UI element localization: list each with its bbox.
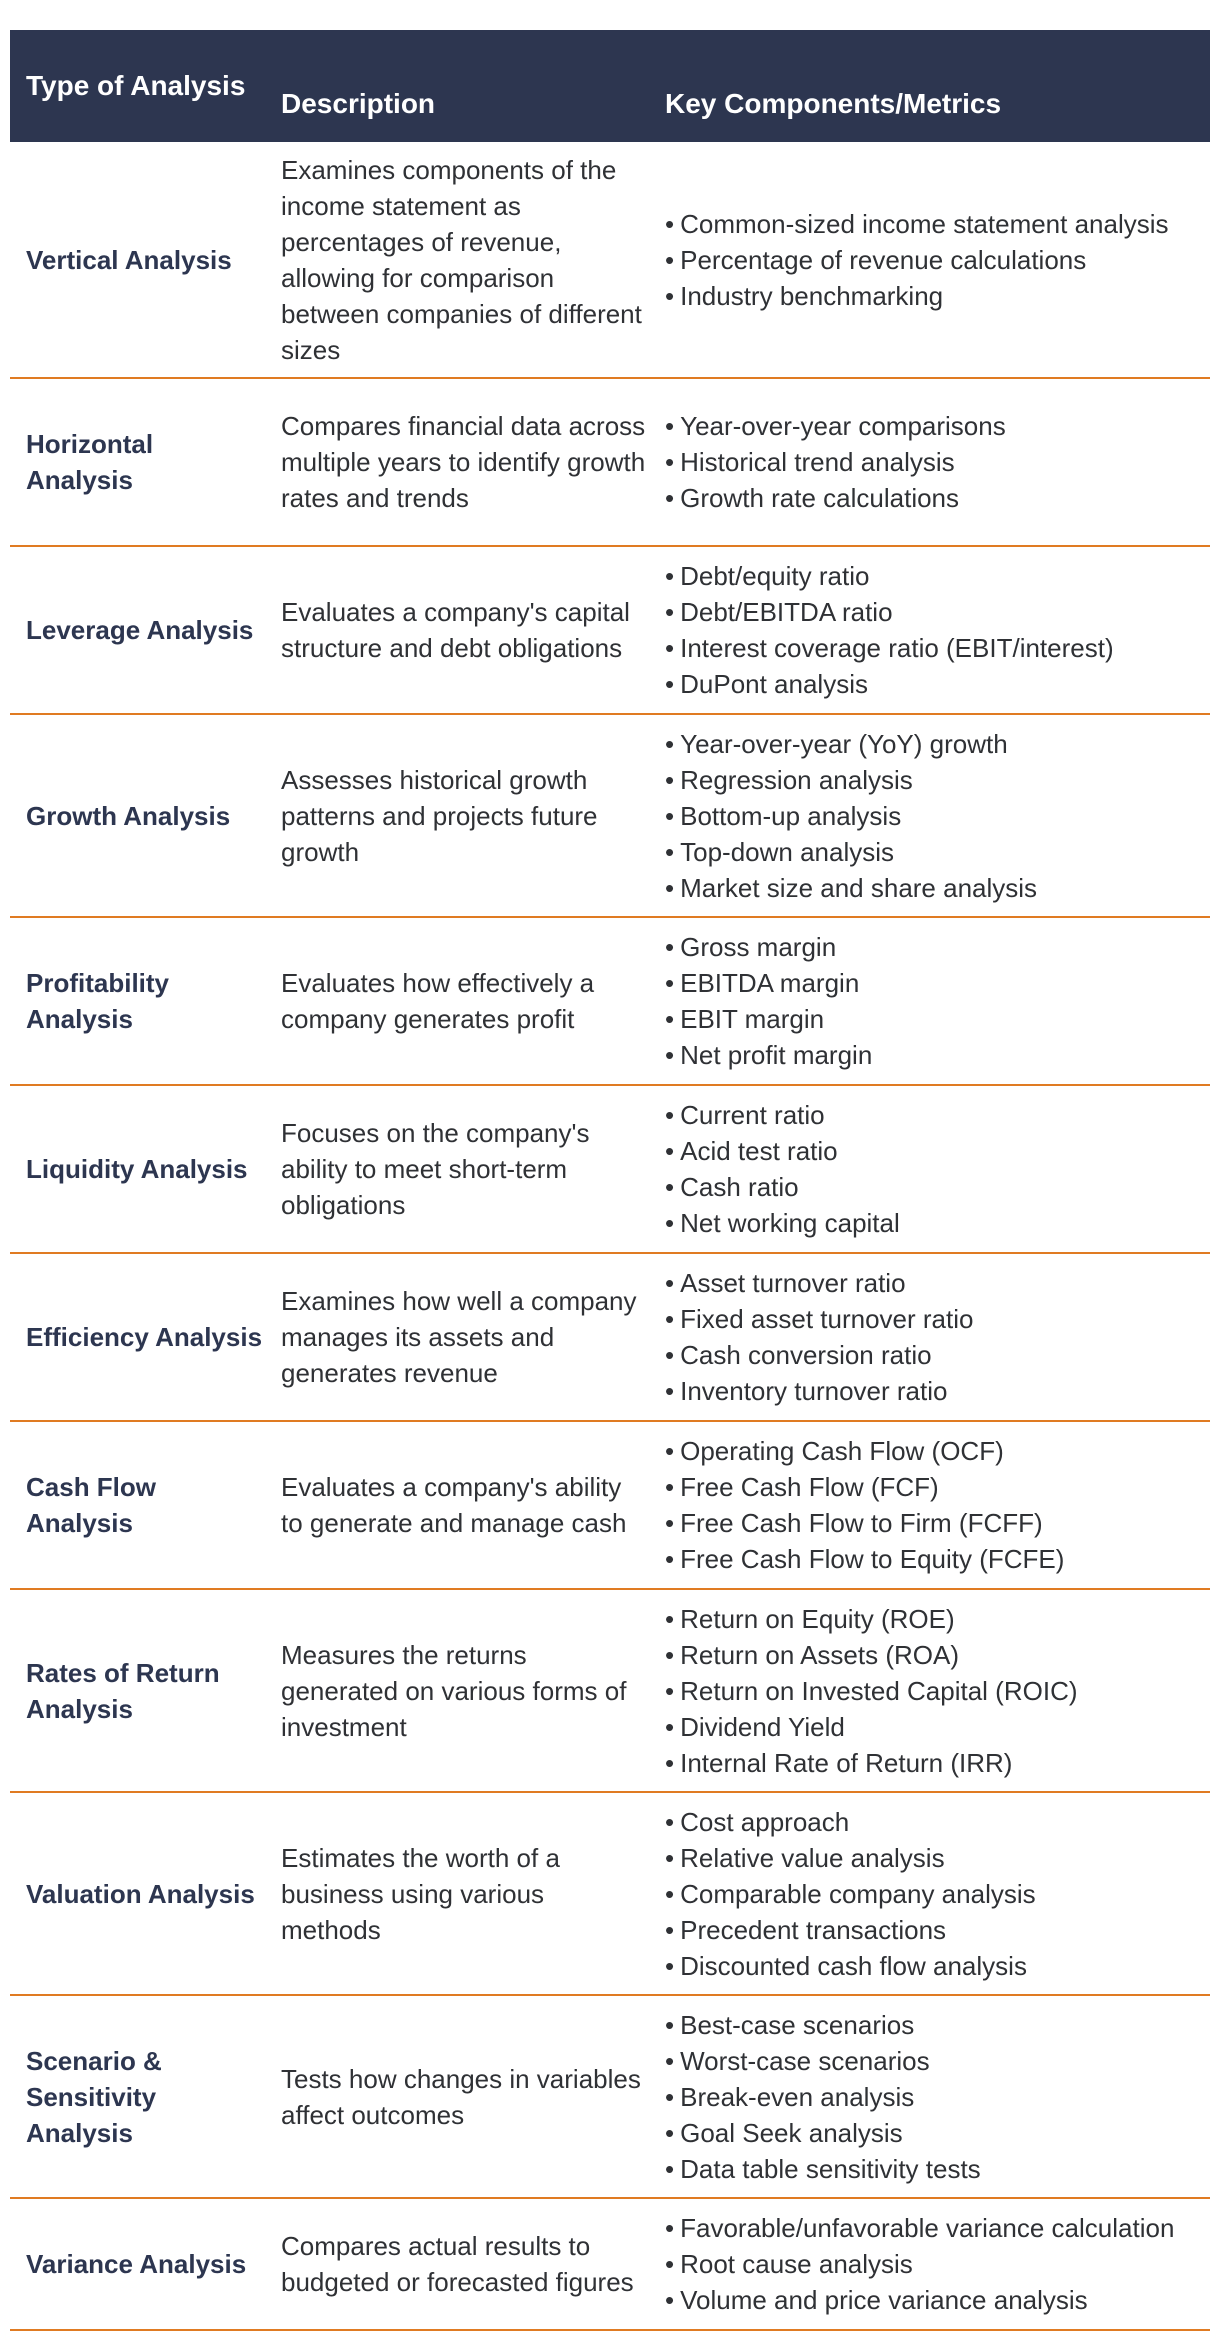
metric-item: • Data table sensitivity tests <box>665 2151 1210 2187</box>
metrics-list <box>665 1804 1210 1984</box>
metric-item: • Free Cash Flow to Firm (FCFF) <box>665 1505 1210 1541</box>
metric-item: • Asset turnover ratio <box>665 1265 1210 1301</box>
metric-item: • Best-case scenarios <box>665 2007 1210 2043</box>
metric-item: • DuPont analysis <box>665 666 1210 702</box>
analysis-type-cell: Rates of Return Analysis <box>10 1589 265 1792</box>
analysis-type-cell: Variance Analysis <box>10 2198 265 2330</box>
metric-item: • Return on Invested Capital (ROIC) <box>665 1673 1210 1709</box>
header-row <box>10 30 1210 142</box>
metric-item: • Dividend Yield <box>665 1709 1210 1745</box>
metric-item: • Free Cash Flow to Equity (FCFE) <box>665 1541 1210 1577</box>
table-header <box>10 30 1210 142</box>
table-row <box>10 1253 1210 1421</box>
metrics-list <box>665 2210 1210 2318</box>
description-cell: Examines components of the income statement as percentages of revenue, allowing for comparison between companies of different sizes <box>265 142 649 378</box>
table-row <box>10 1421 1210 1589</box>
description-cell: Examines how well a company manages its assets and generates revenue <box>265 1253 649 1421</box>
metric-item: • Debt/EBITDA ratio <box>665 594 1210 630</box>
metrics-cell <box>649 546 1210 714</box>
metrics-cell <box>649 1421 1210 1589</box>
metrics-list <box>665 726 1210 906</box>
metric-item: • Bottom-up analysis <box>665 798 1210 834</box>
table-body <box>10 142 1210 2330</box>
table-row <box>10 917 1210 1085</box>
metric-item: • Worst-case scenarios <box>665 2043 1210 2079</box>
metrics-list <box>665 1433 1210 1577</box>
analysis-type-cell: Profitability Analysis <box>10 917 265 1085</box>
analysis-type-cell: Liquidity Analysis <box>10 1085 265 1253</box>
metrics-list <box>665 558 1210 702</box>
metric-item: • Regression analysis <box>665 762 1210 798</box>
metric-item: • Goal Seek analysis <box>665 2115 1210 2151</box>
metrics-list <box>665 1097 1210 1241</box>
metric-item: • Current ratio <box>665 1097 1210 1133</box>
metric-item: • Interest coverage ratio (EBIT/interest) <box>665 630 1210 666</box>
description-cell: Assesses historical growth patterns and projects future growth <box>265 714 649 917</box>
metrics-cell <box>649 1589 1210 1792</box>
metric-item: • Gross margin <box>665 929 1210 965</box>
metric-item: • Percentage of revenue calculations <box>665 242 1210 278</box>
metric-item: • EBITDA margin <box>665 965 1210 1001</box>
metric-item: • Break-even analysis <box>665 2079 1210 2115</box>
metric-item: • Net working capital <box>665 1205 1210 1241</box>
analysis-type-cell: Scenario & Sensitivity Analysis <box>10 1995 265 2198</box>
metrics-cell <box>649 1085 1210 1253</box>
analysis-types-table-container <box>10 30 1210 2331</box>
description-cell: Compares actual results to budgeted or forecasted figures <box>265 2198 649 2330</box>
metric-item: • Industry benchmarking <box>665 278 1210 314</box>
metrics-cell <box>649 142 1210 378</box>
analysis-type-cell: Leverage Analysis <box>10 546 265 714</box>
metrics-cell <box>649 714 1210 917</box>
header-type-of-analysis: Type of Analysis <box>26 70 246 101</box>
description-cell: Evaluates a company's ability to generate and manage cash <box>265 1421 649 1589</box>
metrics-list <box>665 929 1210 1073</box>
analysis-type-cell: Vertical Analysis <box>10 142 265 378</box>
analysis-types-table <box>10 30 1210 2331</box>
metric-item: • Internal Rate of Return (IRR) <box>665 1745 1210 1781</box>
metrics-list <box>665 1601 1210 1781</box>
description-cell: Estimates the worth of a business using various methods <box>265 1792 649 1995</box>
metric-item: • Year-over-year comparisons <box>665 408 1210 444</box>
metric-item: • Free Cash Flow (FCF) <box>665 1469 1210 1505</box>
metric-item: • Common-sized income statement analysis <box>665 206 1210 242</box>
metrics-list <box>665 206 1210 314</box>
metric-item: • Year-over-year (YoY) growth <box>665 726 1210 762</box>
table-row <box>10 714 1210 917</box>
description-cell: Compares financial data across multiple years to identify growth rates and trends <box>265 378 649 546</box>
table-row <box>10 2198 1210 2330</box>
metric-item: • Return on Equity (ROE) <box>665 1601 1210 1637</box>
table-row <box>10 1085 1210 1253</box>
table-row <box>10 546 1210 714</box>
metrics-cell <box>649 917 1210 1085</box>
analysis-type-cell: Efficiency Analysis <box>10 1253 265 1421</box>
analysis-type-cell: Horizontal Analysis <box>10 378 265 546</box>
table-row <box>10 378 1210 546</box>
description-cell: Measures the returns generated on various forms of investment <box>265 1589 649 1792</box>
metric-item: • Cash conversion ratio <box>665 1337 1210 1373</box>
table-row <box>10 1792 1210 1995</box>
metrics-cell <box>649 1995 1210 2198</box>
metric-item: • Comparable company analysis <box>665 1876 1210 1912</box>
metrics-cell <box>649 1253 1210 1421</box>
table-row <box>10 142 1210 378</box>
metric-item: • Debt/equity ratio <box>665 558 1210 594</box>
metrics-cell <box>649 378 1210 546</box>
metrics-list <box>665 2007 1210 2187</box>
metrics-cell <box>649 1792 1210 1995</box>
description-cell: Tests how changes in variables affect outcomes <box>265 1995 649 2198</box>
analysis-type-cell: Cash Flow Analysis <box>10 1421 265 1589</box>
metric-item: • Acid test ratio <box>665 1133 1210 1169</box>
analysis-type-cell: Valuation Analysis <box>10 1792 265 1995</box>
metric-item: • Growth rate calculations <box>665 480 1210 516</box>
metric-item: • Operating Cash Flow (OCF) <box>665 1433 1210 1469</box>
metrics-cell <box>649 2198 1210 2330</box>
metric-item: • Favorable/unfavorable variance calculation <box>665 2210 1210 2246</box>
metric-item: • Volume and price variance analysis <box>665 2282 1210 2318</box>
metrics-list <box>665 408 1210 516</box>
metric-item: • EBIT margin <box>665 1001 1210 1037</box>
description-cell: Focuses on the company's ability to meet short-term obligations <box>265 1085 649 1253</box>
description-cell: Evaluates a company's capital structure and debt obligations <box>265 546 649 714</box>
metric-item: • Discounted cash flow analysis <box>665 1948 1210 1984</box>
metric-item: • Precedent transactions <box>665 1912 1210 1948</box>
metrics-list <box>665 1265 1210 1409</box>
table-row <box>10 1995 1210 2198</box>
metric-item: • Market size and share analysis <box>665 870 1210 906</box>
metric-item: • Cost approach <box>665 1804 1210 1840</box>
metric-item: • Relative value analysis <box>665 1840 1210 1876</box>
metric-item: • Cash ratio <box>665 1169 1210 1205</box>
metric-item: • Root cause analysis <box>665 2246 1210 2282</box>
metric-item: • Historical trend analysis <box>665 444 1210 480</box>
metric-item: • Top-down analysis <box>665 834 1210 870</box>
table-row <box>10 1589 1210 1792</box>
header-description: Description <box>281 88 436 119</box>
metric-item: • Net profit margin <box>665 1037 1210 1073</box>
metric-item: • Inventory turnover ratio <box>665 1373 1210 1409</box>
description-cell: Evaluates how effectively a company generates profit <box>265 917 649 1085</box>
analysis-type-cell: Growth Analysis <box>10 714 265 917</box>
metric-item: • Fixed asset turnover ratio <box>665 1301 1210 1337</box>
header-key-components: Key Components/Metrics <box>665 88 1002 119</box>
metric-item: • Return on Assets (ROA) <box>665 1637 1210 1673</box>
